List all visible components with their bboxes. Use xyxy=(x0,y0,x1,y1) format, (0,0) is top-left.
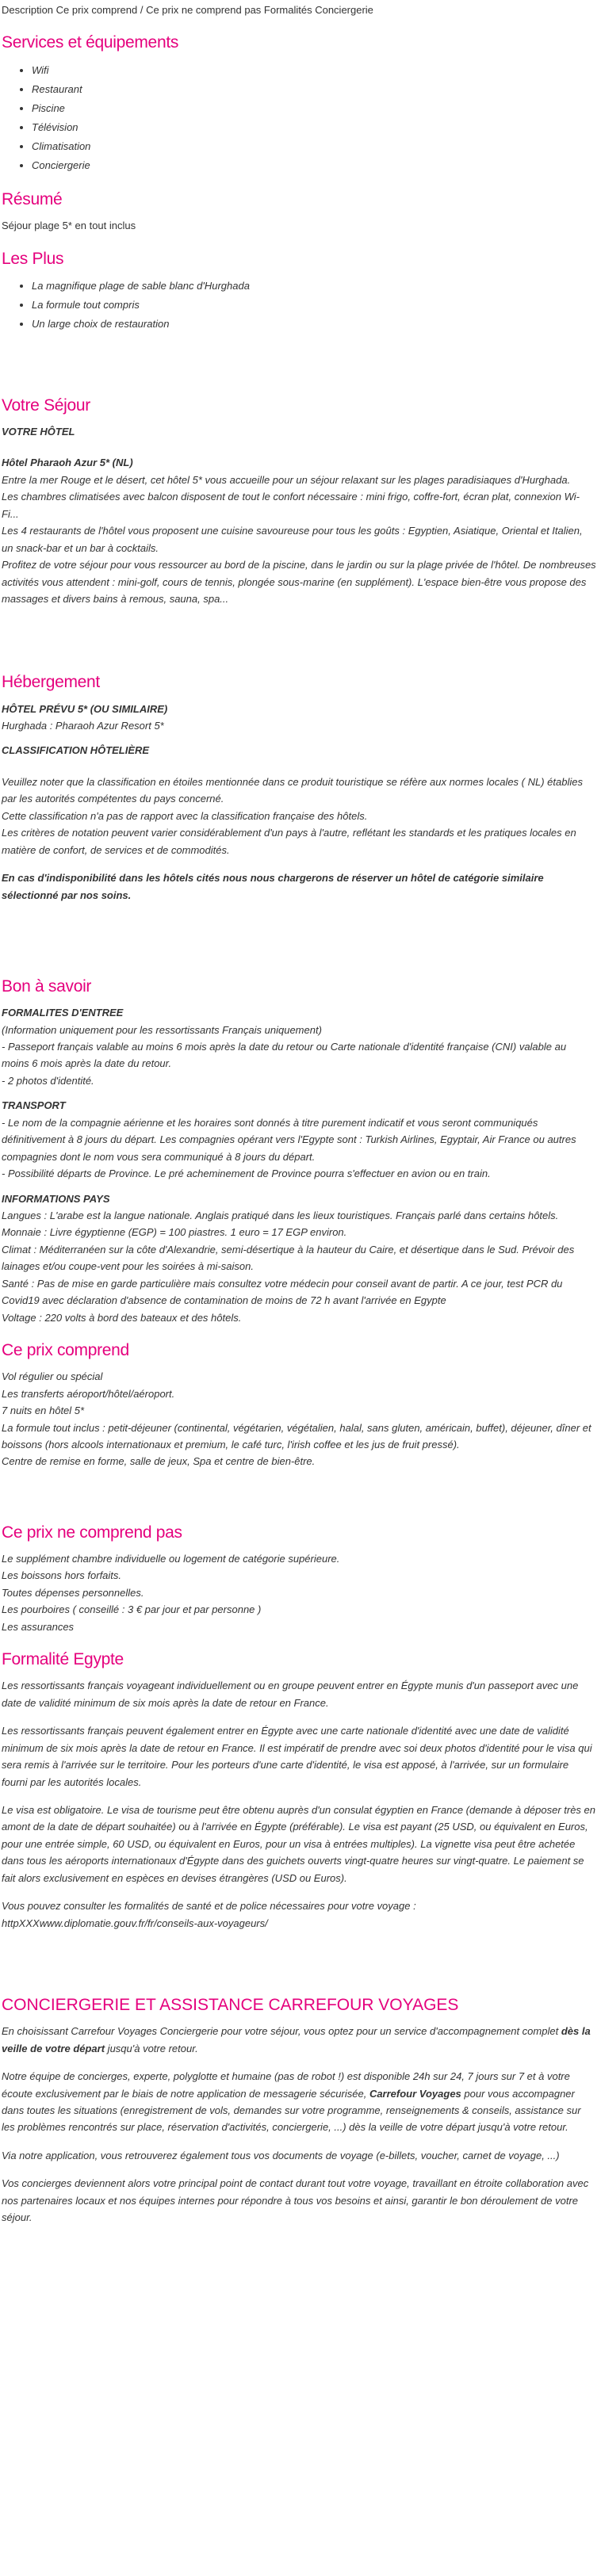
text-line: Toutes dépenses personnelles. xyxy=(2,1586,144,1599)
text-line: Les pourboires ( conseillé : 3 € par jour et par personne ) xyxy=(2,1603,262,1616)
section-hebergement xyxy=(2,672,596,904)
formalite-paragraph: Vous pouvez consulter les formalités de santé et de police nécessaires pour votre voyage : httpXXXwww.diplomatie.gouv.fr/fr/conseils-aux-voyageurs/ xyxy=(2,1900,416,1929)
ne-comprend-text xyxy=(2,1550,596,1635)
hebergement-hotel-line: Hurghada : Pharaoh Azur Resort 5* xyxy=(2,720,164,732)
list-item: • La magnifique plage de sable blanc d'Hurghada xyxy=(32,277,596,296)
spacer xyxy=(2,1470,596,1508)
text-line: Profitez de votre séjour pour vous ressourcer au bord de la piscine, dans le jardin ou sur la plage privée de l'hôtel. De nombreuses activités vous attendent : mini-golf, cours de tennis, plongée sous-marine (en supplément). L'espace bien-être vous propose des massages et divers bains à remous, sauna, spa... xyxy=(2,559,596,605)
text-line: - 2 photos d'identité. xyxy=(2,1074,94,1087)
conciergerie-title: CONCIERGERIE ET ASSISTANCE CARREFOUR VOYAGES xyxy=(2,1996,459,2015)
text-line: Les transferts aéroport/hôtel/aéroport. xyxy=(2,1387,175,1400)
spacer xyxy=(2,607,596,658)
text-span: Notre équipe de concierges, experte, polyglotte et humaine (pas de robot !) est disponible 24h sur 24, 7 jours sur 7 et à votre écoute exclusivement par le biais de notre application de messagerie sécurisée, xyxy=(2,2070,570,2100)
spacer xyxy=(2,1943,596,1981)
text-line: 7 nuits en hôtel 5* xyxy=(2,1405,85,1417)
list-item: • Climatisation xyxy=(32,137,596,156)
services-title: Services et équipements xyxy=(2,33,179,52)
services-list xyxy=(2,61,596,175)
formalite-paragraph: Les ressortissants français peuvent également entrer en Égypte avec une carte nationale d'identité avec une date de validité minimum de six mois après la date de retour en France. Il est impératif de prendre avec soi deux photos d'identité pour le visa qui sera remis à l'arrivée sur le territoire. Pour les porteurs d'une carte d'identité, le visa est apposé, à l'arrivée, sur un formulaire fourni par les autorités locales. xyxy=(2,1725,592,1788)
transport-text xyxy=(2,1114,596,1183)
text-bold: Carrefour Voyages xyxy=(369,2087,461,2100)
conciergerie-paragraph: Vos concierges deviennent alors votre principal point de contact durant tout votre voyage, travaillant en étroite collaboration avec nos partenaires locaux et nos équipes internes pour répondre à tous vos besoins et ainsi, garantir le bon déroulement de votre séjour. xyxy=(2,2177,589,2224)
bon-title: Bon à savoir xyxy=(2,977,92,996)
classification-label: CLASSIFICATION HÔTELIÈRE xyxy=(2,744,150,757)
text-line: Entre la mer Rouge et le désert, cet hôtel 5* vous accueille pour un séjour relaxant sur les plages paradisiaques d'Hurghada. xyxy=(2,473,571,486)
sejour-hotel-name: Hôtel Pharaoh Azur 5* (NL) xyxy=(2,457,133,469)
sejour-hotel-label: VOTRE HÔTEL xyxy=(2,426,75,438)
section-conciergerie xyxy=(2,1995,596,2226)
list-item: • Wifi xyxy=(32,61,596,80)
comprend-title: Ce prix comprend xyxy=(2,1341,129,1360)
text-line: La formule tout inclus : petit-déjeuner (continental, végétarien, végétalien, halal, sans gluten, américain, buffet), déjeuner, dîner et boissons (hors alcools internationaux et premium, le café turc, l'irish coffee et les jus de fruit pressé). xyxy=(2,1421,591,1450)
section-formalite-egypte xyxy=(2,1649,596,1932)
section-prix-ne-comprend xyxy=(2,1523,596,1635)
hebergement-note: En cas d'indisponibilité dans les hôtels cités nous nous chargerons de réserver un hôtel de catégorie similaire sélectionné par nos soins. xyxy=(2,872,544,901)
text-line: Les 4 restaurants de l'hôtel vous proposent une cuisine savoureuse pour tous les goûts : Egyptien, Asiatique, Oriental et Italien, un snack-bar et un bar à cocktails. xyxy=(2,525,583,554)
text-line: Les assurances xyxy=(2,1620,75,1633)
text-span: jusqu'à votre retour. xyxy=(105,2042,198,2054)
list-item: • Piscine xyxy=(32,99,596,118)
conciergerie-paragraph: Via notre application, vous retrouverez également tous vos documents de voyage (e-billets, voucher, carnet de voyage, ...) xyxy=(2,2149,560,2161)
classification-text xyxy=(2,774,596,858)
section-bon-a-savoir xyxy=(2,977,596,1326)
breadcrumb: Description Ce prix comprend / Ce prix ne comprend pas Formalités Conciergerie xyxy=(2,4,373,16)
text-line: Veuillez noter que la classification en étoiles mentionnée dans ce produit touristique se réfère aux normes locales ( NL) établies par les autorités compétentes du pays concerné. xyxy=(2,775,583,805)
list-item: • Télévision xyxy=(32,118,596,137)
text-line: Les chambres climatisées avec balcon disposent de tout le confort nécessaire : mini frigo, coffre-fort, écran plat, connexion Wi-Fi... xyxy=(2,491,580,520)
transport-label: TRANSPORT xyxy=(2,1099,66,1112)
text-line: Santé : Pas de mise en garde particulière mais consultez votre médecin pour conseil avant de partir. A ce jour, test PCR du Covid19 avec déclaration d'absence de contamination de moins de 72 h avant l'arrivée en Egypte xyxy=(2,1277,563,1307)
formalite-paragraph: Le visa est obligatoire. Le visa de tourisme peut être obtenu auprès d'un consulat égyptien en France (demande à déposer très en amont de la date de départ souhaitée) ou à l'arrivée en Égypte (préférable). Le visa est payant (25 USD, ou équivalent en Euros, pour une entrée simple, 60 USD, ou équivalent en Euros, pour un visa à entrées multiples). La vignette visa peut être achetée dans tous les aéroports internationaux d'Égypte dans des guichets ouverts vingt-quatre heures sur vingt-quatre. Le paiement se fait alors exclusivement en espèces en devises étrangères (USD ou Euros). xyxy=(2,1804,596,1884)
text-line: - Le nom de la compagnie aérienne et les horaires sont donnés à titre purement indicatif et vous seront communiqués définitivement à 8 jours du départ. Les compagnies opérant vers l'Egypte sont : Turkish Airlines, Egyptair, Air France ou autres compagnies dont le nom vous sera communiqué à 8 jours du départ. xyxy=(2,1116,576,1163)
text-line: Climat : Méditerranéen sur la côte d'Alexandrie, semi-désertique à la hauteur du Caire, et désertique dans le Sud. Prévoir des lainages et/ou coupe-vent pour les soirées à mi-saison. xyxy=(2,1243,575,1273)
hebergement-hotel-label: HÔTEL PRÉVU 5* (OU SIMILAIRE) xyxy=(2,702,168,715)
section-prix-comprend xyxy=(2,1340,596,1470)
text-span: En choisissant Carrefour Voyages Conciergerie pour votre séjour, vous optez pour un service d'accompagnement complet xyxy=(2,2025,561,2038)
resume-text: Séjour plage 5* en tout inclus xyxy=(2,220,136,232)
plus-list xyxy=(2,277,596,334)
ne-comprend-title: Ce prix ne comprend pas xyxy=(2,1523,182,1542)
text-line: (Information uniquement pour les ressortissants Français uniquement) xyxy=(2,1023,322,1036)
section-sejour xyxy=(2,396,596,608)
section-services xyxy=(2,32,596,174)
text-line: - Passeport français valable au moins 6 mois après la date du retour ou Carte nationale d'identité française (CNI) valable au moins 6 mois après la date du retour. xyxy=(2,1041,567,1070)
section-resume xyxy=(2,189,596,235)
plus-title: Les Plus xyxy=(2,249,64,268)
formalites-text xyxy=(2,1022,596,1090)
text-bold: dès la veille de votre départ xyxy=(2,2025,591,2054)
text-line: Monnaie : Livre égyptienne (EGP) = 100 piastres. 1 euro = 17 EGP environ. xyxy=(2,1226,347,1239)
list-item: • Conciergerie xyxy=(32,156,596,175)
list-item: • Restaurant xyxy=(32,80,596,99)
spacer xyxy=(2,912,596,962)
text-line: Les critères de notation peuvent varier considérablement d'un pays à l'autre, reflétant les standards et les pratiques locales en matière de confort, de services et de commodités. xyxy=(2,827,576,856)
formalite-title: Formalité Egypte xyxy=(2,1650,124,1669)
conciergerie-paragraph xyxy=(2,2023,596,2057)
list-item: • La formule tout compris xyxy=(32,296,596,315)
resume-title: Résumé xyxy=(2,189,63,208)
pays-label: INFORMATIONS PAYS xyxy=(2,1192,110,1205)
text-span: pour vous accompagner dans toutes les situations (enregistrement de vols, demandes sur votre programme, renseignements & conseils, assistance sur les problèmes rencontrés sur place, réservation d'activités, conciergerie, ...) dès la veille de votre départ jusqu'à votre retour. xyxy=(2,2087,581,2134)
spacer xyxy=(2,343,596,381)
formalites-label: FORMALITES D'ENTREE xyxy=(2,1007,124,1019)
text-line: Langues : L'arabe est la langue nationale. Anglais pratiqué dans les lieux touristiques. Français parlé dans certains hôtels. xyxy=(2,1209,559,1221)
text-line: Vol régulier ou spécial xyxy=(2,1370,103,1383)
sejour-title: Votre Séjour xyxy=(2,396,90,415)
sejour-description xyxy=(2,472,596,608)
hebergement-title: Hébergement xyxy=(2,673,100,692)
text-line: Voltage : 220 volts à bord des bateaux et des hôtels. xyxy=(2,1311,242,1324)
list-item: • Un large choix de restauration xyxy=(32,315,596,334)
text-line: Les boissons hors forfaits. xyxy=(2,1569,122,1582)
comprend-text xyxy=(2,1368,596,1470)
text-line: Le supplément chambre individuelle ou logement de catégorie supérieure. xyxy=(2,1553,340,1565)
text-line: - Possibilité départs de Province. Le pré acheminement de Province pourra s'effectuer en avion ou en train. xyxy=(2,1168,491,1180)
pays-text xyxy=(2,1207,596,1326)
text-line: Centre de remise en forme, salle de jeux, Spa et centre de bien-être. xyxy=(2,1455,316,1468)
formalite-paragraph: Les ressortissants français voyageant individuellement ou en groupe peuvent entrer en Égypte munis d'un passeport avec une date de validité minimum de six mois après la date de retour en France. xyxy=(2,1680,579,1709)
conciergerie-paragraph xyxy=(2,2068,596,2136)
text-line: Cette classification n'a pas de rapport avec la classification française des hôtels. xyxy=(2,809,368,822)
section-plus xyxy=(2,249,596,334)
